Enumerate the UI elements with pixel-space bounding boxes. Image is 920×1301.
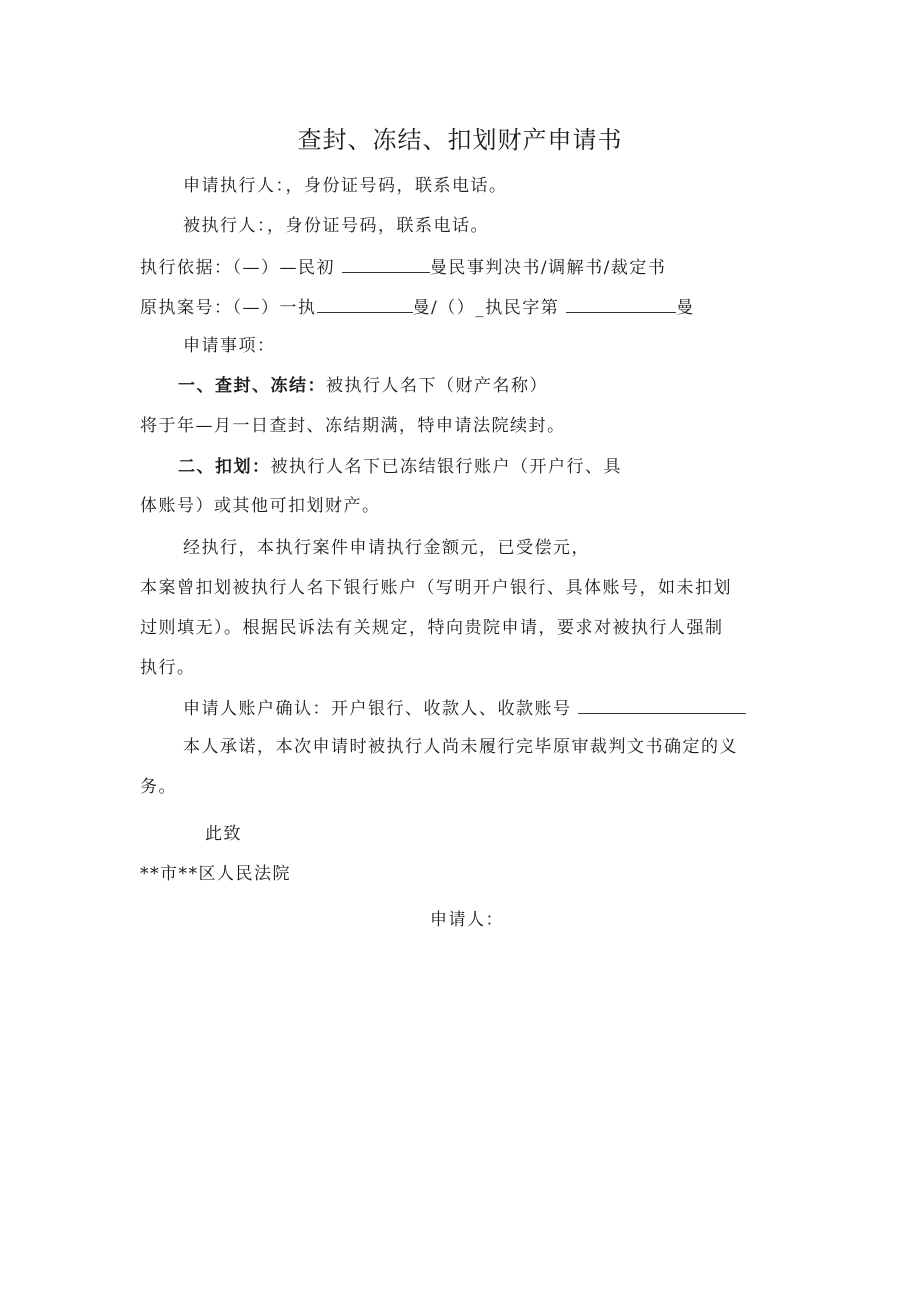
account-confirm-text: 申请人账户确认：开户银行、收款人、收款账号	[183, 699, 572, 719]
court-name: **市**区人民法院	[140, 864, 291, 884]
case-number-line	[140, 294, 695, 320]
item1-text: 被执行人名下（财产名称）	[326, 376, 548, 396]
promise-line1: 本人承诺，本次申请时被执行人尚未履行完毕原审裁判文书确定的义	[183, 737, 738, 757]
account-confirm-line	[183, 695, 746, 721]
document-title: 查封、冻结、扣划财产申请书	[297, 126, 623, 154]
execution-basis-suffix: 曼民事判决书/调解书/裁定书	[429, 258, 667, 278]
item1-label: 一、查封、冻结：	[178, 376, 326, 396]
item2-line	[178, 455, 622, 479]
item2-text: 被执行人名下已冻结银行账户（开户行、具	[270, 457, 622, 477]
respondent-line: 被执行人：，身份证号码，联系电话。	[183, 216, 489, 236]
applicant-signature: 申请人：	[430, 910, 504, 930]
item2-continuation: 体账号）或其他可扣划财产。	[140, 496, 381, 516]
execution-basis-prefix: 执行依据：（—）—民初	[140, 258, 335, 278]
item1-continuation: 将于年—月一日查封、冻结期满，特申请法院续封。	[140, 416, 566, 436]
execution-paragraph-line2: 本案曾扣划被执行人名下银行账户（写明开户银行、具体账号，如未扣划	[140, 578, 732, 598]
promise-line2: 务。	[140, 777, 177, 797]
execution-paragraph-line3: 过则填无）。根据民诉法有关规定，特向贵院申请，要求对被执行人强制	[140, 618, 724, 638]
execution-paragraph-line1: 经执行，本执行案件申请执行金额元，已受偿元，	[183, 538, 590, 558]
case-number-prefix: 原执案号：（—）一执	[140, 298, 317, 318]
applicant-line: 申请执行人：，身份证号码，联系电话。	[183, 176, 508, 196]
item2-label: 二、扣划：	[178, 457, 271, 477]
account-number-blank[interactable]	[578, 695, 746, 714]
salutation: 此致	[205, 824, 242, 844]
item1-line	[178, 374, 548, 398]
execution-basis-line	[140, 254, 666, 280]
basis-number-blank[interactable]	[342, 254, 430, 273]
execution-paragraph-line4: 执行。	[140, 658, 196, 678]
case-number-middle: 曼/（）_执民字第	[412, 298, 560, 318]
case-number-blank-1[interactable]	[317, 294, 413, 313]
case-number-blank-2[interactable]	[566, 294, 676, 313]
case-number-suffix: 曼	[676, 298, 695, 318]
items-heading: 申请事项：	[183, 336, 276, 356]
